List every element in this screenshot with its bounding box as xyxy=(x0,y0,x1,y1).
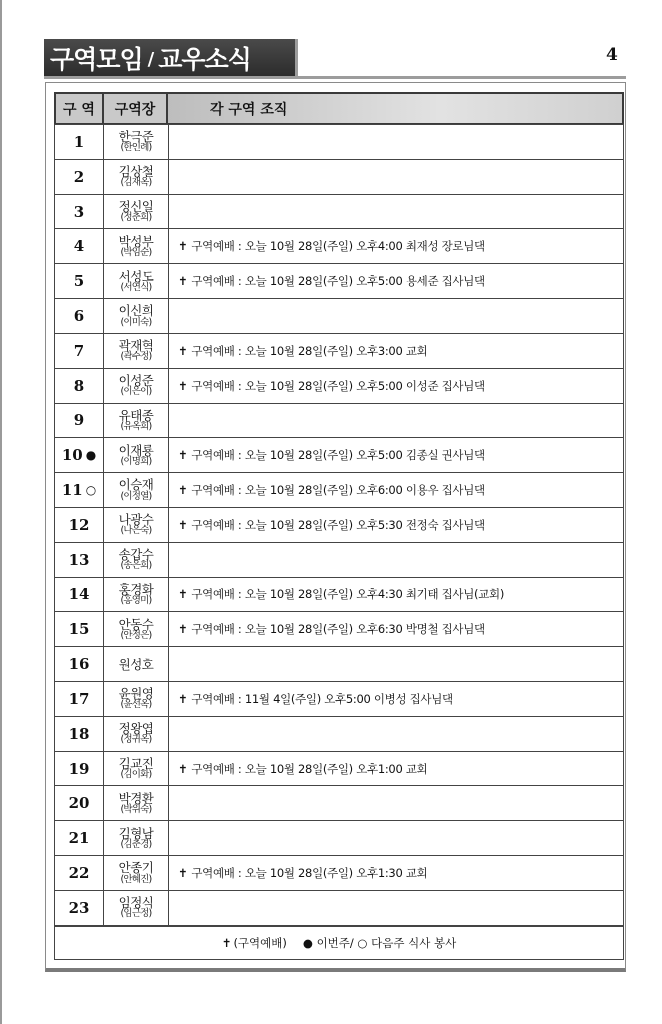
table-row xyxy=(54,821,624,856)
leader-spouse: (정귀옥) xyxy=(120,734,152,746)
district-number: 19 xyxy=(68,759,90,778)
organization-cell xyxy=(168,403,624,439)
district-number-cell xyxy=(54,159,104,195)
district-number-cell xyxy=(54,437,104,473)
leader-spouse: (이정열) xyxy=(120,490,152,502)
leader-spouse: (유옥희) xyxy=(120,420,152,432)
district-number: 21 xyxy=(68,829,90,848)
organization-cell xyxy=(168,785,624,821)
worship-note: 구역예배 : 오늘 10월 28일(주일) 오후5:00 김종실 권사님댁 xyxy=(191,448,485,463)
district-number-cell xyxy=(54,751,104,787)
leader-name: 나광수 xyxy=(118,512,154,528)
organization-cell xyxy=(168,646,624,682)
cross-icon: ✝ xyxy=(178,622,188,637)
legend-next-week-label: 다음주 식사 봉사 xyxy=(371,936,457,950)
table-row xyxy=(54,752,624,787)
district-number-cell xyxy=(54,228,104,264)
organization-cell xyxy=(168,194,624,230)
worship-note: 구역예배 : 오늘 10월 28일(주일) 오후6:30 박명철 집사님댁 xyxy=(191,622,485,637)
district-number-cell xyxy=(54,403,104,439)
worship-note: 구역예배 : 오늘 10월 28일(주일) 오후5:30 전정숙 집사님댁 xyxy=(191,517,485,532)
leader-cell xyxy=(103,542,169,578)
cross-icon: ✝ xyxy=(178,448,188,463)
organization-cell xyxy=(168,542,624,578)
district-number-cell xyxy=(54,507,104,543)
leader-name: 안동수 xyxy=(118,616,154,632)
organization-cell xyxy=(168,855,624,891)
leader-name: 서성도 xyxy=(118,268,154,284)
cross-icon: ✝ xyxy=(178,239,188,254)
leader-cell xyxy=(103,333,169,369)
table-header xyxy=(54,92,624,125)
district-number-cell xyxy=(54,298,104,334)
table-row xyxy=(54,369,624,404)
leader-spouse: (나은숙) xyxy=(120,525,152,537)
table-row xyxy=(54,334,624,369)
leader-cell xyxy=(103,890,169,926)
district-number-cell xyxy=(54,716,104,752)
table-row xyxy=(54,612,624,647)
district-number-cell xyxy=(54,820,104,856)
filled-circle-icon: ● xyxy=(302,936,313,950)
worship-note: 구역예배 : 오늘 10월 28일(주일) 오후5:00 용세준 집사님댁 xyxy=(191,274,485,289)
leader-cell xyxy=(103,159,169,195)
district-number: 12 xyxy=(68,515,90,534)
district-number-cell xyxy=(54,855,104,891)
leader-name: 박성부 xyxy=(118,233,154,249)
table-row xyxy=(54,856,624,891)
district-number: 14 xyxy=(68,585,90,604)
table-row xyxy=(54,717,624,752)
leader-spouse: (박임순) xyxy=(120,246,152,258)
district-number-cell xyxy=(54,333,104,369)
leader-spouse: (김재옥) xyxy=(120,177,152,189)
district-number-cell xyxy=(54,611,104,647)
table-row xyxy=(54,264,624,299)
leader-spouse: (송은희) xyxy=(120,560,152,572)
organization-cell xyxy=(168,716,624,752)
organization-cell xyxy=(168,611,624,647)
leader-name: 김교진 xyxy=(118,755,154,771)
table-row xyxy=(54,404,624,439)
organization-cell xyxy=(168,298,624,334)
cross-icon: ✝ xyxy=(178,761,188,776)
cross-icon: ✝ xyxy=(178,378,188,393)
organization-cell xyxy=(168,437,624,473)
leader-cell xyxy=(103,785,169,821)
district-number: 23 xyxy=(68,898,90,917)
table-row xyxy=(54,438,624,473)
district-table xyxy=(54,125,624,926)
district-number: 6 xyxy=(73,306,85,325)
leader-cell xyxy=(103,646,169,682)
column-header-area: 구 역 xyxy=(54,92,104,125)
district-number: 9 xyxy=(73,411,85,430)
leader-name: 송갑수 xyxy=(118,547,154,563)
worship-note: 구역예배 : 오늘 10월 28일(주일) 오후1:30 교회 xyxy=(191,865,428,880)
organization-cell xyxy=(168,507,624,543)
organization-cell xyxy=(168,751,624,787)
worship-note: 구역예배 : 오늘 10월 28일(주일) 오후4:30 최기태 집사님(교회) xyxy=(191,587,505,602)
organization-cell xyxy=(168,681,624,717)
table-row xyxy=(54,299,624,334)
district-number-cell xyxy=(54,368,104,404)
legend-worship xyxy=(222,935,287,951)
leader-cell xyxy=(103,368,169,404)
district-number: 4 xyxy=(73,237,85,256)
district-number-cell xyxy=(54,681,104,717)
district-number: 22 xyxy=(68,863,90,882)
leader-cell xyxy=(103,716,169,752)
worship-note: 구역예배 : 오늘 10월 28일(주일) 오후1:00 교회 xyxy=(191,761,428,776)
legend xyxy=(54,926,624,960)
legend-service xyxy=(303,935,456,951)
worship-note: 구역예배 : 오늘 10월 28일(주일) 오후4:00 최재성 장로님댁 xyxy=(191,239,485,254)
leader-cell xyxy=(103,298,169,334)
leader-cell xyxy=(103,507,169,543)
leader-name: 이재룡 xyxy=(118,442,154,458)
district-number: 10 xyxy=(61,446,83,465)
leader-cell xyxy=(103,124,169,160)
cross-icon: ✝ xyxy=(178,517,188,532)
table-row xyxy=(54,786,624,821)
organization-cell xyxy=(168,228,624,264)
district-number: 2 xyxy=(73,167,85,186)
cross-icon: ✝ xyxy=(178,865,188,880)
leader-name: 홍경화 xyxy=(118,581,154,597)
leader-name: 박경환 xyxy=(118,790,154,806)
district-number-cell xyxy=(54,890,104,926)
page-number: 4 xyxy=(606,45,618,65)
leader-name: 곽재혁 xyxy=(118,338,154,354)
district-number-cell xyxy=(54,542,104,578)
district-number-cell xyxy=(54,785,104,821)
legend-this-week-label: 이번주/ xyxy=(316,936,354,950)
district-number: 8 xyxy=(73,376,85,395)
district-number-cell xyxy=(54,646,104,682)
leader-spouse: (김춘경) xyxy=(120,838,152,850)
leader-name: 윤원영 xyxy=(118,686,154,702)
section-title-separator: / xyxy=(147,49,154,70)
leader-cell xyxy=(103,681,169,717)
leader-spouse: (한인례) xyxy=(120,142,152,154)
district-number-cell xyxy=(54,263,104,299)
table-row xyxy=(54,891,624,926)
worship-note: 구역예배 : 오늘 10월 28일(주일) 오후3:00 교회 xyxy=(191,343,428,358)
district-number: 7 xyxy=(73,341,85,360)
column-header-organization: 각 구역 조직 xyxy=(166,92,624,125)
organization-cell xyxy=(168,368,624,404)
table-row xyxy=(54,229,624,264)
leader-spouse: (안혜진) xyxy=(120,873,152,885)
hollow-circle-icon: ○ xyxy=(357,936,368,950)
leader-spouse: (이미숙) xyxy=(120,316,152,328)
organization-cell xyxy=(168,333,624,369)
table-row xyxy=(54,682,624,717)
district-number-cell xyxy=(54,124,104,160)
district-number: 16 xyxy=(68,655,90,674)
organization-cell xyxy=(168,890,624,926)
district-number: 18 xyxy=(68,724,90,743)
organization-cell xyxy=(168,124,624,160)
district-number: 1 xyxy=(73,132,85,151)
leader-spouse: (서연식) xyxy=(120,281,152,293)
leader-cell xyxy=(103,194,169,230)
leader-spouse: (정춘희) xyxy=(120,212,152,224)
organization-cell xyxy=(168,263,624,299)
district-number-cell xyxy=(54,194,104,230)
organization-cell xyxy=(168,472,624,508)
cross-icon: ✝ xyxy=(178,691,188,706)
table-row xyxy=(54,473,624,508)
leader-name: 이신희 xyxy=(118,303,154,319)
hollow-circle-icon: ○ xyxy=(85,483,97,498)
legend-worship-label: (구역예배) xyxy=(233,936,287,950)
cross-icon: ✝ xyxy=(178,483,188,498)
section-title-main: 구역모임 xyxy=(50,44,143,74)
title-rule xyxy=(298,76,626,79)
table-row xyxy=(54,647,624,682)
table-row xyxy=(54,543,624,578)
worship-note: 구역예배 : 오늘 10월 28일(주일) 오후5:00 이성준 집사님댁 xyxy=(191,378,485,393)
section-title xyxy=(44,39,298,79)
leader-name: 한극준 xyxy=(118,129,154,145)
district-number: 3 xyxy=(73,202,85,221)
leader-name: 원성호 xyxy=(118,656,154,672)
leader-cell xyxy=(103,228,169,264)
leader-name: 유태종 xyxy=(118,407,154,423)
leader-spouse: (이명희) xyxy=(120,455,152,467)
leader-cell xyxy=(103,472,169,508)
table-row xyxy=(54,508,624,543)
leader-name: 김상철 xyxy=(118,164,154,180)
table-row xyxy=(54,160,624,195)
leader-spouse: (안정은) xyxy=(120,629,152,641)
leader-name: 이승재 xyxy=(118,477,154,493)
leader-cell xyxy=(103,437,169,473)
cross-icon: ✝ xyxy=(178,343,188,358)
leader-name: 정왕엽 xyxy=(118,721,154,737)
cross-icon: ✝ xyxy=(221,936,232,950)
organization-cell xyxy=(168,159,624,195)
leader-spouse: (곽수정) xyxy=(120,351,152,363)
organization-cell xyxy=(168,820,624,856)
worship-note: 구역예배 : 11월 4일(주일) 오후5:00 이병성 집사님댁 xyxy=(191,691,453,706)
page-left-edge xyxy=(0,0,2,1024)
leader-spouse: (박위숙) xyxy=(120,803,152,815)
leader-spouse: (홍영미) xyxy=(120,595,152,607)
table-row xyxy=(54,195,624,230)
leader-cell xyxy=(103,751,169,787)
worship-note: 구역예배 : 오늘 10월 28일(주일) 오후6:00 이용우 집사님댁 xyxy=(191,483,485,498)
section-title-sub: 교우소식 xyxy=(158,44,251,74)
leader-spouse: (김이화) xyxy=(120,769,152,781)
leader-name: 김형남 xyxy=(118,825,154,841)
leader-spouse: (윤선옥) xyxy=(120,699,152,711)
leader-name: 안종기 xyxy=(118,860,154,876)
leader-name: 정신일 xyxy=(118,198,154,214)
district-number-cell xyxy=(54,472,104,508)
district-number-cell xyxy=(54,577,104,613)
leader-spouse: (이은이) xyxy=(120,386,152,398)
leader-name: 임정식 xyxy=(118,895,154,911)
column-header-leader: 구역장 xyxy=(102,92,168,125)
organization-cell xyxy=(168,577,624,613)
leader-spouse: (임근정) xyxy=(120,908,152,920)
leader-cell xyxy=(103,820,169,856)
cross-icon: ✝ xyxy=(178,587,188,602)
leader-cell xyxy=(103,263,169,299)
district-number: 20 xyxy=(68,794,90,813)
filled-circle-icon: ● xyxy=(85,448,97,463)
leader-cell xyxy=(103,403,169,439)
district-number: 17 xyxy=(68,689,90,708)
district-number: 15 xyxy=(68,620,90,639)
table-row xyxy=(54,125,624,160)
leader-cell xyxy=(103,577,169,613)
table-row xyxy=(54,578,624,613)
district-number: 13 xyxy=(68,550,90,569)
leader-cell xyxy=(103,855,169,891)
leader-cell xyxy=(103,611,169,647)
district-number: 5 xyxy=(73,272,85,291)
cross-icon: ✝ xyxy=(178,274,188,289)
district-number: 11 xyxy=(61,481,83,500)
leader-name: 이성준 xyxy=(118,373,154,389)
